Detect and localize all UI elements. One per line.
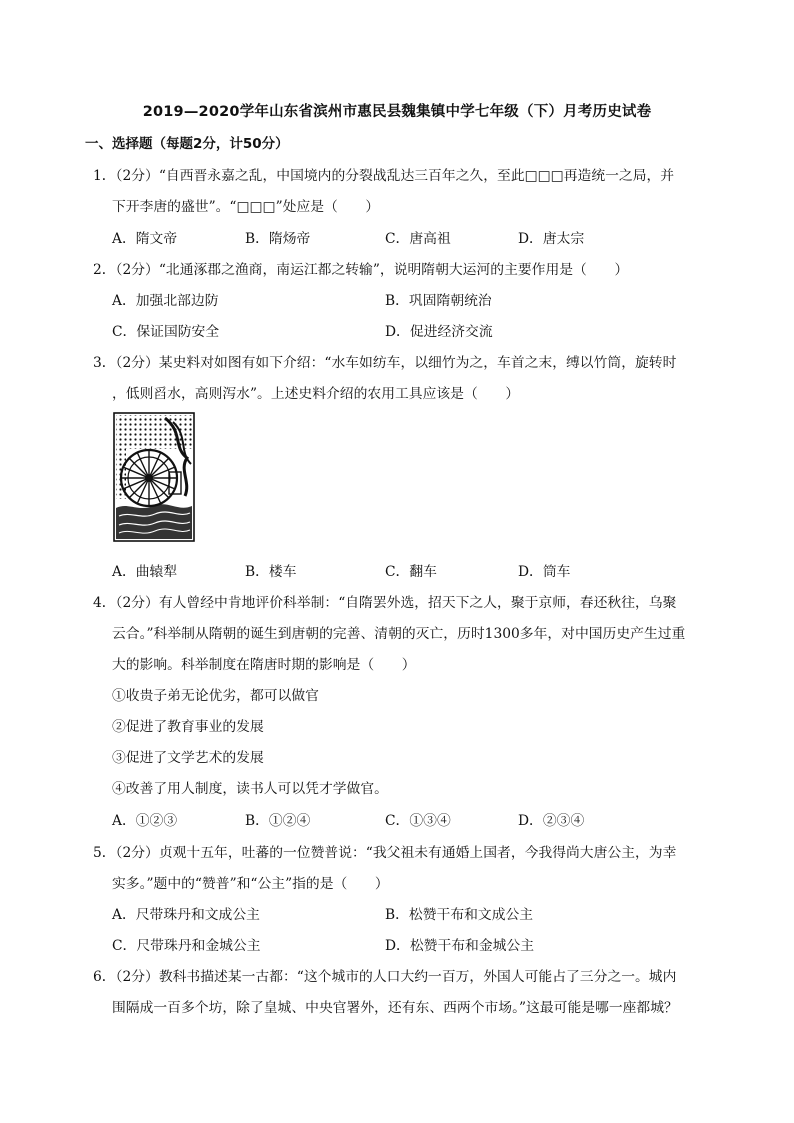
question-4-line-3: 大的影响。科举制度在隋唐时期的影响是（ ） bbox=[112, 657, 416, 673]
question-2-option-d: D．促进经济交流 bbox=[385, 324, 493, 340]
question-1-option-b: B．隋炀帝 bbox=[245, 231, 311, 247]
question-5-option-d: D．松赞干布和金城公主 bbox=[385, 938, 535, 954]
question-2-option-b: B．巩固隋朝统治 bbox=[385, 293, 492, 309]
question-5-line-1: 5．（2分）贞观十五年，吐蕃的一位赞普说：“我父祖未有通婚上国者，今我得尚大唐公主，为幸 bbox=[93, 845, 677, 861]
question-6-line-1: 6．（2分）教科书描述某一古都：“这个城市的人口大约一百万，外国人可能占了三分之一。城内 bbox=[93, 969, 677, 985]
question-1-option-c: C．唐高祖 bbox=[385, 231, 451, 247]
question-4-statement-2: ②促进了教育事业的发展 bbox=[112, 719, 264, 735]
question-4-option-d: D．②③④ bbox=[518, 813, 585, 829]
question-4-line-2: 云合。”科举制从隋朝的诞生到唐朝的完善、清朝的灭亡，历时1300多年，对中国历史产生过重 bbox=[112, 626, 686, 642]
question-4-statement-1: ①收贵子弟无论优劣，都可以做官 bbox=[112, 688, 319, 704]
question-4-statement-3: ③促进了文学艺术的发展 bbox=[112, 750, 264, 766]
section-heading: 一、选择题（每题2分，计50分） bbox=[85, 136, 289, 152]
question-4-option-c: C．①③④ bbox=[385, 813, 451, 829]
question-5-line-2: 实多。”题中的“赞普”和“公主”指的是（ ） bbox=[112, 876, 389, 892]
question-1-option-a: A．隋文帝 bbox=[112, 231, 178, 247]
question-1-line-1: 1．（2分）“自西晋永嘉之乱，中国境内的分裂战乱达三百年之久，至此□□□再造统一之局，并 bbox=[93, 168, 675, 184]
exam-title: 2019—2020学年山东省滨州市惠民县魏集镇中学七年级（下）月考历史试卷 bbox=[142, 104, 652, 120]
question-1-line-2: 下开李唐的盛世”。“□□□”处应是（ ） bbox=[112, 199, 380, 215]
question-3-option-a: A．曲辕犁 bbox=[112, 564, 178, 580]
question-5-option-a: A．尺带珠丹和文成公主 bbox=[112, 907, 260, 923]
question-3-option-c: C．翻车 bbox=[385, 564, 437, 580]
question-3-line-1: 3．（2分）某史料对如图有如下介绍：“水车如纺车，以细竹为之，车首之末，缚以竹筒，旋转时 bbox=[93, 355, 677, 371]
question-4-line-1: 4．（2分）有人曾经中肯地评价科举制：“自隋罢外选，招天下之人，聚于京师，春还秋往，乌聚 bbox=[93, 595, 677, 611]
water-wheel-illustration bbox=[113, 412, 195, 542]
question-6-line-2: 围隔成一百多个坊，除了皇城、中央官署外，还有东、西两个市场。”这最可能是哪一座都城？ bbox=[112, 1000, 678, 1016]
question-1-option-d: D．唐太宗 bbox=[518, 231, 585, 247]
question-5-option-b: B．松赞干布和文成公主 bbox=[385, 907, 534, 923]
question-2-option-c: C．保证国防安全 bbox=[112, 324, 220, 340]
question-4-option-a: A．①②③ bbox=[112, 813, 178, 829]
question-2-option-a: A．加强北部边防 bbox=[112, 293, 219, 309]
question-4-option-b: B．①②④ bbox=[245, 813, 311, 829]
question-2-line-1: 2．（2分）“北通涿郡之渔商，南运江都之转输”，说明隋朝大运河的主要作用是（ ） bbox=[93, 262, 629, 278]
question-3-option-d: D．筒车 bbox=[518, 564, 571, 580]
question-4-statement-4: ④改善了用人制度，读书人可以凭才学做官。 bbox=[112, 781, 388, 797]
question-5-option-c: C．尺带珠丹和金城公主 bbox=[112, 938, 261, 954]
question-3-option-b: B．楼车 bbox=[245, 564, 297, 580]
question-3-line-2: ，低则舀水，高则泻水”。上述史料介绍的农用工具应该是（ ） bbox=[112, 386, 520, 402]
